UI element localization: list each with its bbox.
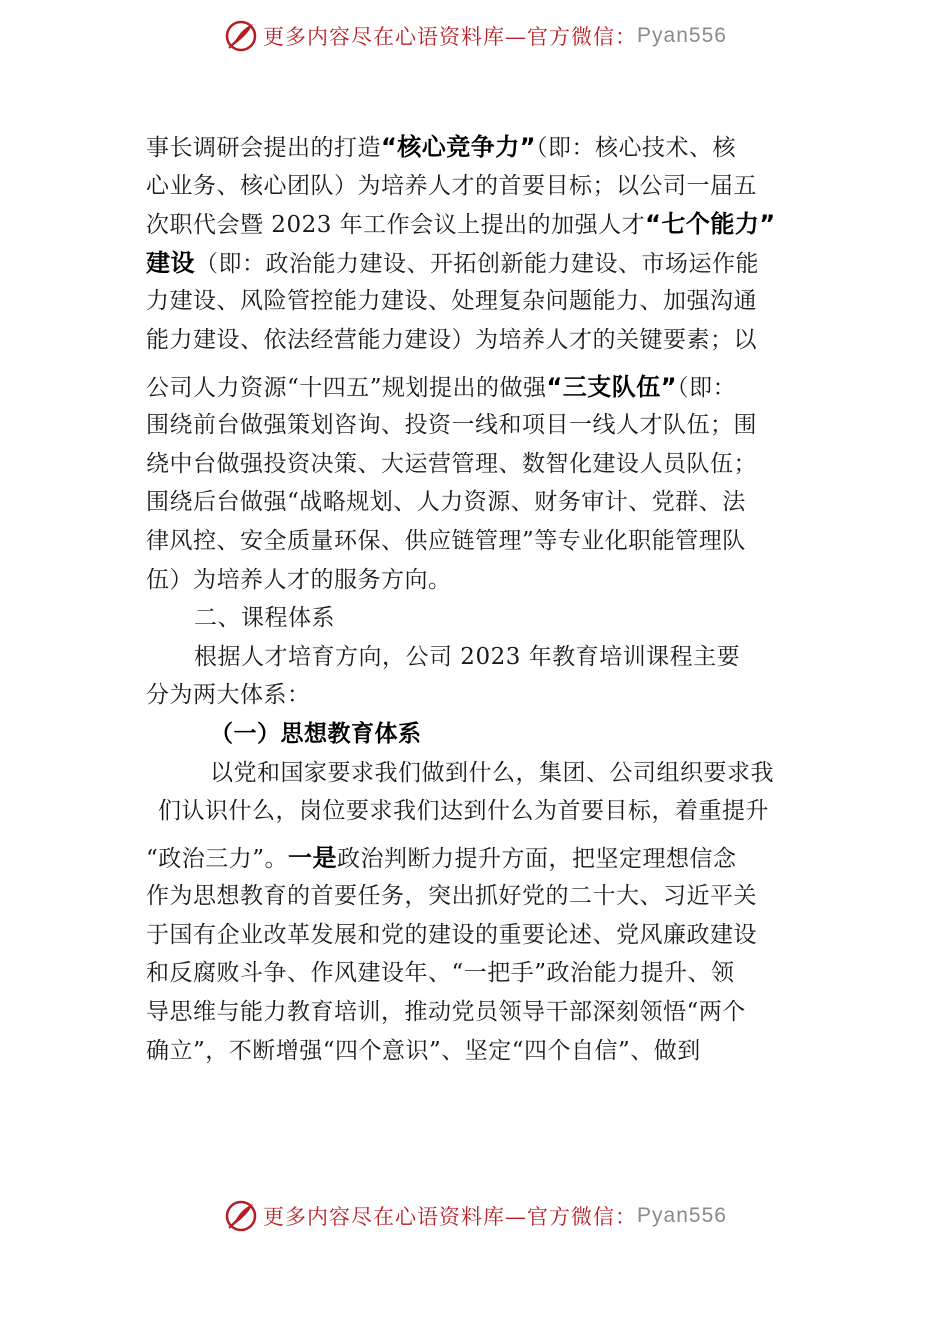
quill-feather-logo-icon [223, 1198, 259, 1234]
bold-term-construction: 建设 [146, 248, 195, 277]
text-line: 分为两大体系： [146, 682, 311, 709]
text-line [146, 205, 816, 244]
spacer [146, 360, 816, 368]
text-span: （即：核心技术、核 [536, 135, 737, 161]
banner-text: 更多内容尽在心语资料库—官方微信： [263, 1205, 638, 1229]
text-line: 作为思想教育的首要任务，突出抓好党的二十大、习近平关 [146, 883, 757, 910]
bold-term-three-teams: “三支队伍” [546, 372, 678, 401]
footer-watermark-banner [0, 1194, 950, 1238]
text-line: 绕中台做强投资决策、大运营管理、数智化建设人员队伍； [146, 450, 757, 477]
text-line: 能力建设、依法经营能力建设）为培养人才的关键要素；以 [146, 326, 757, 353]
text-line: 力建设、风险管控能力建设、处理复杂问题能力、加强沟通 [146, 288, 757, 315]
text-span: （即：政治能力建设、开拓创新能力建设、市场运作能 [195, 250, 759, 277]
text-line [146, 368, 816, 407]
banner-text: 更多内容尽在心语资料库—官方微信： [263, 25, 638, 49]
spacer [146, 831, 816, 839]
text-line [146, 128, 816, 167]
text-line: 确立”，不断增强“四个意识”、坚定“四个自信”、做到 [146, 1037, 701, 1064]
text-line [146, 839, 816, 878]
text-line: 律风控、安全质量环保、供应链管理”等专业化职能管理队 [146, 527, 746, 554]
text-span: 政治判断力提升方面，把坚定理想信念 [337, 845, 737, 872]
text-span: （即： [677, 374, 737, 401]
subsection-heading-ideological-education: （一）思想教育体系 [210, 720, 422, 747]
quill-feather-logo-icon [223, 18, 259, 54]
text-span: 事长调研会提出的打造 [146, 135, 381, 161]
banner-wechat-id: Pyan556 [637, 1204, 727, 1227]
text-line [146, 244, 816, 283]
bold-term-seven-abilities: “七个能力” [645, 210, 776, 239]
text-line: 导思维与能力教育培训，推动党员领导干部深刻领悟“两个 [146, 999, 746, 1026]
bold-term-core-competitiveness: “核心竞争力” [381, 133, 537, 161]
text-span: 次职代会暨 2023 年工作会议上提出的加强人才 [146, 212, 646, 239]
text-line: 们认识什么，岗位要求我们达到什么为首要目标，着重提升 [158, 798, 769, 825]
text-span: 公司人力资源“十四五”规划提出的做强 [146, 374, 547, 401]
text-line: 围绕前台做强策划咨询、投资一线和项目一线人才队伍；围 [146, 412, 757, 439]
text-span: “政治三力”。 [146, 845, 289, 872]
banner-wechat-id: Pyan556 [637, 24, 727, 47]
document-body [146, 128, 816, 1070]
header-watermark-banner [0, 14, 950, 58]
section-heading-course-system: 二、课程体系 [194, 605, 335, 632]
text-line: 心业务、核心团队）为培养人才的首要目标；以公司一届五 [146, 172, 757, 199]
text-line: 于国有企业改革发展和党的建设的重要论述、党风廉政建设 [146, 921, 757, 948]
bold-term-first: 一是 [288, 843, 338, 872]
text-line: 围绕后台做强“战略规划、人力资源、财务审计、党群、法 [146, 489, 746, 516]
text-line: 以党和国家要求我们做到什么，集团、公司组织要求我 [210, 759, 774, 786]
text-line: 根据人才培育方向，公司 2023 年教育培训课程主要 [194, 643, 741, 670]
text-line: 和反腐败斗争、作风建设年、“一把手”政治能力提升、领 [146, 960, 735, 987]
text-line: 伍）为培养人才的服务方向。 [146, 566, 452, 593]
